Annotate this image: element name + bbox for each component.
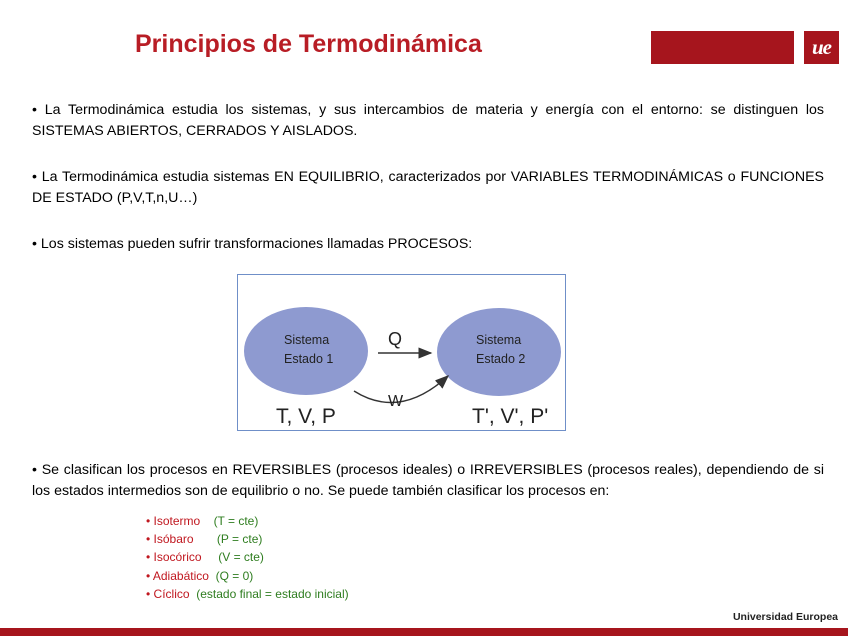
- process-name: • Adiabático: [146, 568, 209, 583]
- state1-variables: T, V, P: [276, 405, 336, 428]
- slide-title: Principios de Termodinámica: [135, 30, 482, 58]
- list-item: [146, 512, 349, 530]
- process-name: • Isocórico: [146, 550, 202, 565]
- list-item: [146, 567, 349, 585]
- list-item: [146, 585, 349, 603]
- heat-label: Q: [388, 329, 403, 349]
- process-spacer: [194, 532, 217, 546]
- process-condition: (V = cte): [218, 550, 264, 565]
- process-condition: (estado final = estado inicial): [196, 586, 349, 601]
- process-diagram: [237, 274, 566, 431]
- state2-label-line2: Estado 2: [476, 352, 526, 366]
- process-condition: (Q = 0): [215, 568, 254, 583]
- state1-ellipse: [244, 307, 368, 395]
- process-name: • Isóbaro: [146, 532, 194, 547]
- state2-variables: T', V', P': [472, 405, 549, 428]
- brand-bar: [651, 31, 794, 64]
- process-diagram-svg: [238, 275, 565, 430]
- state1-label-line2: Estado 1: [284, 352, 334, 366]
- paragraph-equilibrium: • La Termodinámica estudia sistemas EN EQUILIBRIO, caracterizados por VARIABLES TERMODINÁMICAS o FUNCIONES DE ESTADO (P,V,T,n,U…): [32, 169, 824, 206]
- process-condition: (P = cte): [216, 532, 263, 547]
- paragraph-systems: • La Termodinámica estudia los sistemas, y sus intercambios de materia y energía con el entorno: se distinguen los SISTEMAS ABIERTOS, CERRADOS Y AISLADOS.: [32, 102, 824, 139]
- footer-brand: Universidad Europea: [732, 611, 838, 623]
- footer-bar: [0, 628, 848, 636]
- paragraph-classification: • Se clasifican los procesos en REVERSIBLES (procesos ideales) o IRREVERSIBLES (procesos reales), dependiendo de si los estados intermedios son de equilibrio o no. Se puede también clasificar los procesos en:: [32, 462, 824, 499]
- process-spacer: [202, 550, 219, 564]
- paragraph-processes: • Los sistemas pueden sufrir transformaciones llamadas PROCESOS:: [32, 236, 473, 252]
- brand-logo: ue: [804, 31, 839, 64]
- process-name: • Cíclico: [146, 586, 190, 601]
- work-label: W: [388, 393, 404, 410]
- list-item: [146, 530, 349, 548]
- state1-label-line1: Sistema: [284, 333, 330, 347]
- process-spacer: [200, 514, 213, 528]
- state2-label-line1: Sistema: [476, 333, 522, 347]
- process-name: • Isotermo: [146, 514, 201, 528]
- process-type-list: [146, 512, 349, 603]
- process-spacer: [209, 569, 216, 583]
- list-item: [146, 548, 349, 566]
- process-condition: (T = cte): [213, 514, 259, 528]
